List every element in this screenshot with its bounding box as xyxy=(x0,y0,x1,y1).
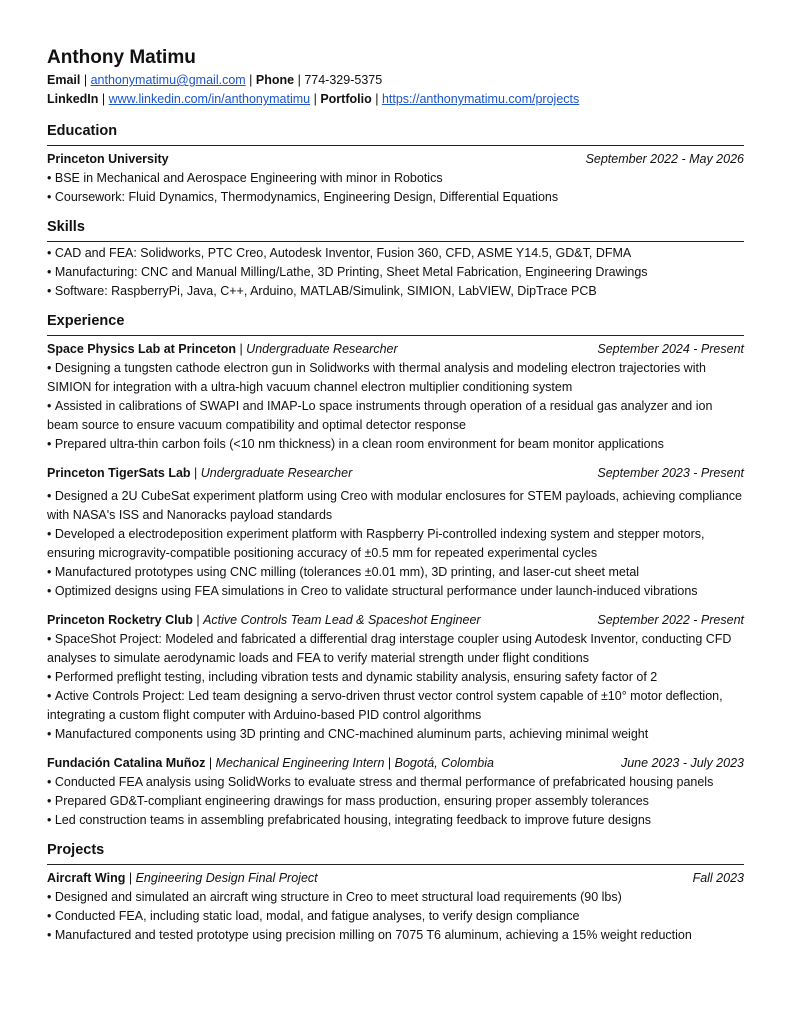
project-name: Aircraft Wing xyxy=(47,871,126,885)
job-bullets xyxy=(47,773,744,830)
org-name: Space Physics Lab at Princeton xyxy=(47,342,236,356)
project-bullets xyxy=(47,888,744,945)
list-item: • Optimized designs using FEA simulations in Creo to validate structural performance under launch-induced vibrations xyxy=(47,582,744,601)
skills-heading: Skills xyxy=(47,219,744,242)
skills-bullets xyxy=(47,244,744,301)
list-item: • Conducted FEA analysis using SolidWorks to evaluate stress and thermal performance of prefabricated housing panels xyxy=(47,773,744,792)
job-dates: June 2023 - July 2023 xyxy=(620,756,744,770)
separator: | xyxy=(297,73,301,87)
job-dates: September 2024 - Present xyxy=(597,342,744,356)
separator: | xyxy=(101,92,106,106)
education-bullets xyxy=(47,169,744,207)
list-item: • Manufacturing: CNC and Manual Milling/Lathe, 3D Printing, Sheet Metal Fabrication, Engineering Drawings xyxy=(47,263,744,282)
list-item: • SpaceShot Project: Modeled and fabricated a differential drag interstage coupler using Autodesk Inventor, conducting CFD analyses to simulate aerodynamic loads and FEA to verify material strength under flight conditions xyxy=(47,630,744,668)
separator: | xyxy=(83,73,88,87)
job-header: Princeton Rocketry Club | Active Controls Team Lead & Spaceshot Engineer September 2022 - Present xyxy=(47,611,744,630)
list-item: • Performed preflight testing, including vibration tests and dynamic stability analysis, ensuring safety factor of 2 xyxy=(47,668,744,687)
list-item: • Prepared ultra-thin carbon foils (<10 nm thickness) in a clean room environment for beam monitor applications xyxy=(47,435,744,454)
list-item: • Developed a electrodeposition experiment platform with Raspberry Pi-controlled indexing system and stepper motors, ensuring microgravity-compatible positioning accuracy of ±0.5 mm for repeated experimental cycles xyxy=(47,525,744,563)
list-item: • Assisted in calibrations of SWAPI and IMAP-Lo space instruments through operation of a residual gas analyzer and ion beam source to ensure vacuum compatibility and optimal detector response xyxy=(47,397,744,435)
education-entry xyxy=(47,150,744,169)
org-name: Princeton TigerSats Lab xyxy=(47,466,191,480)
job-role: Mechanical Engineering Intern xyxy=(215,756,385,770)
school-name: Princeton University xyxy=(47,152,169,166)
portfolio-link[interactable]: https://anthonymatimu.com/projects xyxy=(381,92,580,106)
job-header: Space Physics Lab at Princeton | Undergraduate Researcher September 2024 - Present xyxy=(47,340,744,359)
contact-line-1 xyxy=(47,71,744,90)
project-header: Aircraft Wing | Engineering Design Final Project Fall 2023 xyxy=(47,869,744,888)
education-dates: September 2022 - May 2026 xyxy=(585,152,744,166)
list-item: • Active Controls Project: Led team designing a servo-driven thrust vector control system capable of ±10° motor deflection, integrating a custom flight computer with Arduino-based PID control algorithms xyxy=(47,687,744,725)
linkedin-label: LinkedIn xyxy=(47,92,99,106)
org-name: Fundación Catalina Muñoz xyxy=(47,756,206,770)
phone-label: Phone xyxy=(255,73,295,87)
experience-heading: Experience xyxy=(47,313,744,336)
email-link[interactable]: anthonymatimu@gmail.com xyxy=(90,73,246,87)
list-item: • Prepared GD&T-compliant engineering drawings for mass production, ensuring proper assembly tolerances xyxy=(47,792,744,811)
job-role: Undergraduate Researcher xyxy=(246,342,398,356)
resume-page xyxy=(47,46,744,945)
list-item: • Conducted FEA, including static load, modal, and fatigue analyses, to verify design compliance xyxy=(47,907,744,926)
project-dates: Fall 2023 xyxy=(692,871,744,885)
list-item: • Manufactured prototypes using CNC milling (tolerances ±0.01 mm), 3D printing, and laser-cut sheet metal xyxy=(47,563,744,582)
job-role: Active Controls Team Lead & Spaceshot Engineer xyxy=(203,613,481,627)
job-header: Princeton TigerSats Lab | Undergraduate Researcher September 2023 - Present xyxy=(47,464,744,483)
education-heading: Education xyxy=(47,123,744,146)
job-bullets xyxy=(47,630,744,744)
job-bullets xyxy=(47,487,744,601)
list-item: • Designing a tungsten cathode electron gun in Solidworks with thermal analysis and modeling electron trajectories with SIMION for integration with a ultra-high vacuum channel electron multiplier conditioning system xyxy=(47,359,744,397)
list-item: • Led construction teams in assembling prefabricated housing, integrating feedback to improve future designs xyxy=(47,811,744,830)
list-item: • Manufactured and tested prototype using precision milling on 7075 T6 aluminum, achieving a 15% weight reduction xyxy=(47,926,744,945)
list-item: • BSE in Mechanical and Aerospace Engineering with minor in Robotics xyxy=(47,169,744,188)
org-name: Princeton Rocketry Club xyxy=(47,613,193,627)
separator: | xyxy=(249,73,253,87)
candidate-name: Anthony Matimu xyxy=(47,47,196,68)
list-item: • Designed a 2U CubeSat experiment platform using Creo with modular enclosures for STEM payloads, achieving compliance with NASA's ISS and Nanoracks payload standards xyxy=(47,487,744,525)
job-dates: September 2022 - Present xyxy=(597,613,744,627)
job-bullets xyxy=(47,359,744,454)
list-item: • Coursework: Fluid Dynamics, Thermodynamics, Engineering Design, Differential Equations xyxy=(47,188,744,207)
job-dates: September 2023 - Present xyxy=(597,466,744,480)
list-item: • Software: RaspberryPi, Java, C++, Arduino, MATLAB/Simulink, SIMION, LabVIEW, DipTrace PCB xyxy=(47,282,744,301)
projects-heading: Projects xyxy=(47,842,744,865)
list-item: • CAD and FEA: Solidworks, PTC Creo, Autodesk Inventor, Fusion 360, CFD, ASME Y14.5, GD&T, DFMA xyxy=(47,244,744,263)
email-label: Email xyxy=(47,73,81,87)
portfolio-label: Portfolio xyxy=(320,92,372,106)
list-item: • Manufactured components using 3D printing and CNC-machined aluminum parts, achieving minimal weight xyxy=(47,725,744,744)
phone-number: 774-329-5375 xyxy=(304,73,383,87)
project-subtitle: Engineering Design Final Project xyxy=(135,871,318,885)
list-item: • Designed and simulated an aircraft wing structure in Creo to meet structural load requirements (90 lbs) xyxy=(47,888,744,907)
job-role: Undergraduate Researcher xyxy=(200,466,353,480)
job-header: Fundación Catalina Muñoz | Mechanical Engineering Intern | Bogotá, Colombia June 2023 - July 2023 xyxy=(47,754,744,773)
separator: | xyxy=(313,92,317,106)
separator: | xyxy=(375,92,379,106)
contact-line-2 xyxy=(47,90,744,109)
linkedin-link[interactable]: www.linkedin.com/in/anthonymatimu xyxy=(108,92,311,106)
job-location: Bogotá, Colombia xyxy=(394,756,494,770)
